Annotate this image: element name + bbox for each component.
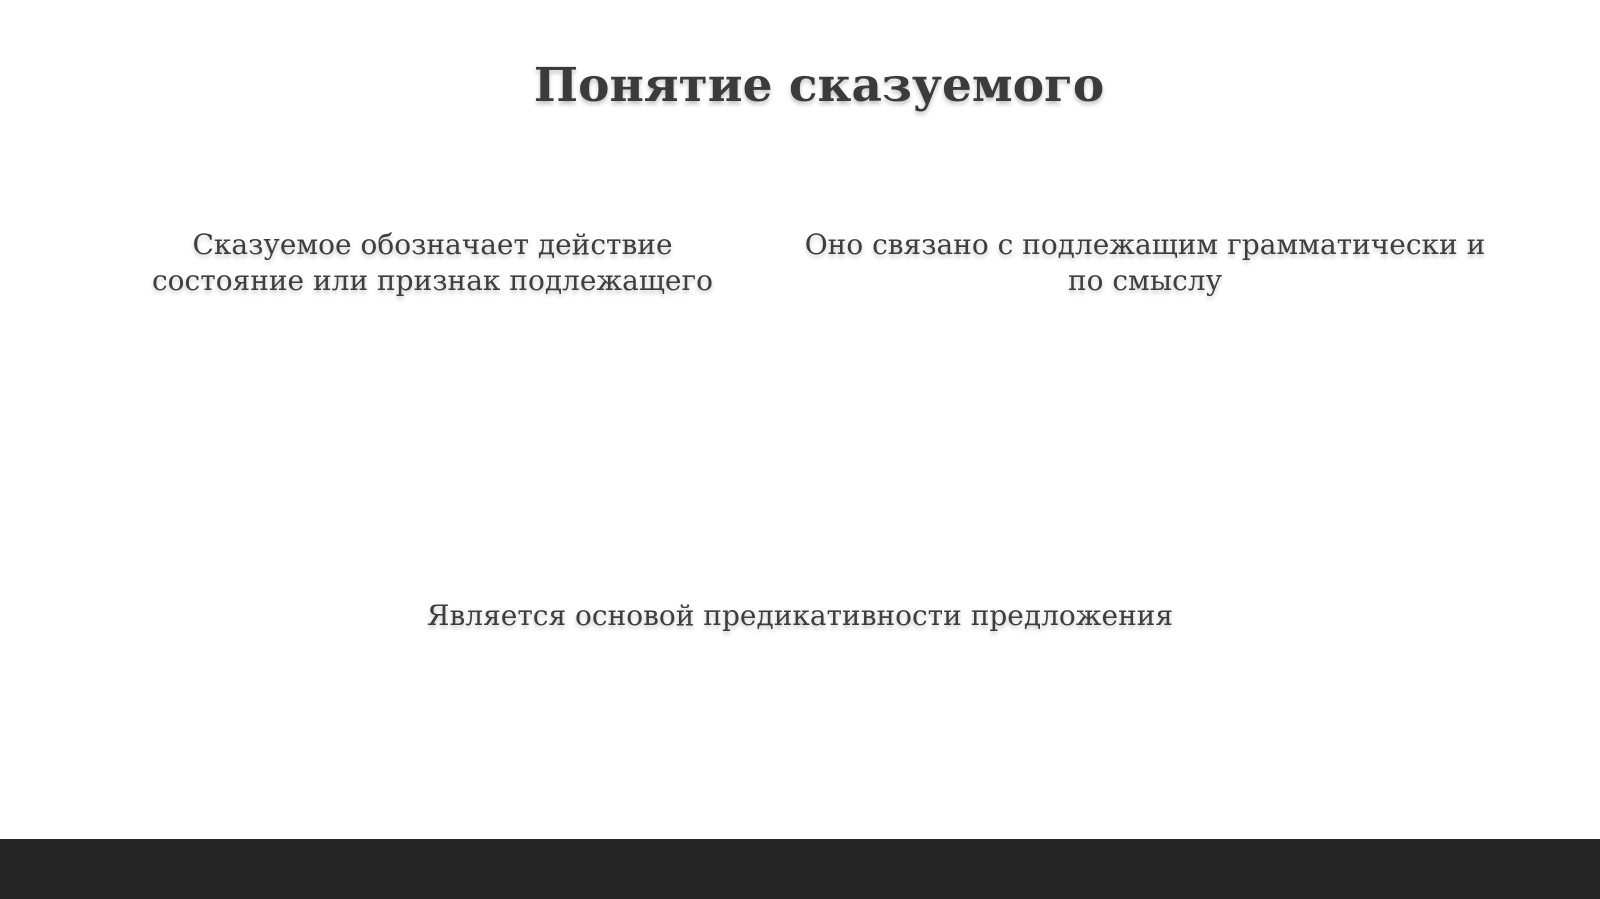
point-link-with-subject: Оно связано с подлежащим грамматически и по смыслу [804,228,1486,297]
footer-bar [0,839,1600,899]
point-predicativity-basis: Является основой предикативности предложения [426,599,1174,632]
point-predicate-meaning: Сказуемое обозначает действие состояние или признак подлежащего [151,228,713,297]
slide-title: Понятие сказуемого [533,58,1105,113]
